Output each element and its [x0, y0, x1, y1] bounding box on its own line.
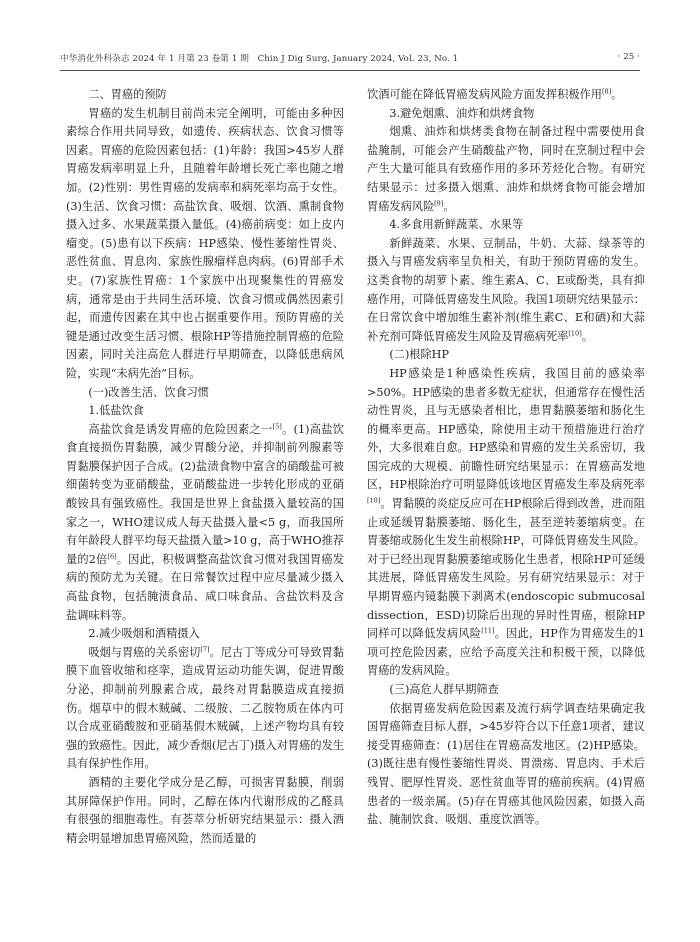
section-heading: 二、胃癌的预防	[88, 88, 167, 101]
header-rule	[60, 70, 640, 71]
paragraph: 高盐饮食是诱发胃癌的危险因素之一[5]。(1)高盐饮食直接损伤胃黏膜，减少胃酸分泌，并抑制前列腺素等胃黏膜保护因子合成。(2)盐渍食物中富含的硝酸盐可被细菌转变为亚硝酸盐，亚硝酸盐进一步转化形成的亚硝酸铵具有强致癌性。我国是世界上食盐摄入量较高的国家之一，WHO建议成人每天盐摄入量<5 g，而我国所有年龄段人群平均每天盐摄入量>10 g，高于WHO推荐量的2倍[6]。因此，积极调整高盐饮食习惯对我国胃癌发病的预防尤为关键。在日常餐饮过程中应尽量减少摄入高盐食物，包括腌渍食品、咸口味食品、含盐饮料及含盐调味料等。	[66, 421, 344, 622]
paragraph: 新鲜蔬菜、水果、豆制品，牛奶、大蒜、绿茶等的摄入与胃癌发病率呈负相关，有助于预防胃癌的发生。这类食物的胡萝卜素、维生素A、C、E或酚类，具有抑癌作用，可降低胃癌发生风险。我国1项研究结果显示：在日常饮食中增加维生素补剂(维生素C、E和硒)和大蒜补充剂可降低胃癌发生风险及胃癌病死率[10]。	[367, 236, 645, 343]
paragraph: 胃癌的发生机制目前尚未完全阐明，可能由多种因素综合作用共同导致，如遗传、疾病状态、饮食习惯等因素。胃癌的危险因素包括：(1)年龄：我国>45岁人群胃癌发病率明显上升，且随着年龄增长死亡率也随之增加。(2)性别：男性胃癌的发病率和病死率均高于女性。(3)生活、饮食习惯：高盐饮食、吸烟、饮酒、熏制食物摄入过多、水果蔬菜摄入量低。(4)癌前病变：如上皮内瘤变。(5)患有以下疾病：HP感染、慢性萎缩性胃炎、恶性贫血、胃息肉、家族性腺瘤样息肉病。(6)胃部手术史。(7)家族性胃癌：1个家族中出现聚集性的胃癌发病，通常是由于共同生活环境、饮食习惯或偶然因素引起，而遗传因素在其中也占据重要作用。预防胃癌的关键是通过改变生活习惯、根除HP等措施控制胃癌的危险因素，同时关注高危人群进行早期筛查，以降低患病风险，实现“未病先治”目标。	[66, 106, 344, 380]
subsubsection-heading: 1.低盐饮食	[88, 404, 144, 418]
citation[interactable]: [10]	[568, 328, 582, 337]
citation[interactable]: [11]	[481, 626, 495, 635]
paragraph: 烟熏、油炸和烘烤类食物在制备过程中需要使用食盐腌制，可能会产生硝酸盐产物，同时在烹制过程中会产生大量可能具有致癌作用的多环芳烃化合物。有研究结果显示：过多摄入烟熏、油炸和烘烤食物可能会增加胃癌发病风险[9]。	[367, 125, 645, 213]
paragraph-continuation: 饮酒可能在降低胃癌发病风险方面发挥积极作用[8]。	[367, 87, 623, 101]
subsubsection-heading: 4.多食用新鲜蔬菜、水果等	[389, 218, 524, 232]
paragraph: HP感染是1种感染性疾病，我国目前的感染率>50%。HP感染的患者多数无症状，但通常存在慢性活动性胃炎，且与无感染者相比，患胃黏膜萎缩和肠化生的概率更高。HP感染，除使用主动干预措施进行治疗外，大多很难自愈。HP感染和胃癌的发生关系密切，我国完成的大规模、前瞻性研究结果显示：在胃癌高发地区，HP根除治疗可明显降低该地区胃癌发生率及病死率[10]。胃黏膜的炎症反应可在HP根除后得到改善，进而阻止或延缓胃黏膜萎缩、肠化生，甚至逆转萎缩病变。在胃萎缩或肠化生发生前根除HP，可降低胃癌发生风险。对于已经出现胃黏膜萎缩或肠化生患者，根除HP可延缓其进展，降低胃癌发生风险。另有研究结果显示：对于早期胃癌内镜黏膜下剥离术(endoscopic submucosal dissection，ESD)切除后出现的异时性胃癌，根除HP同样可以降低发病风险[11]。因此，HP作为胃癌发生的1项可控危险因素，应给予高度关注和积极干预，以降低胃癌的发病风险。	[367, 366, 645, 678]
citation[interactable]: [10]	[367, 496, 381, 505]
paragraph: 酒精的主要化学成分是乙醇，可损害胃黏膜，削弱其屏障保护作用。同时，乙醇在体内代谢形成的乙醛具有很强的细胞毒性。有荟萃分析研究结果显示：摄入酒精会明显增加患胃癌风险，然而适量的	[66, 775, 344, 845]
citation[interactable]: [7]	[200, 645, 210, 654]
running-header	[60, 50, 640, 68]
citation[interactable]: [9]	[434, 198, 444, 207]
subsubsection-heading: 3.避免烟熏、油炸和烘烤食物	[389, 106, 535, 120]
right-column	[367, 86, 645, 830]
citation[interactable]: [8]	[601, 87, 612, 96]
subsection-heading: (二)根除HP	[389, 348, 449, 362]
citation[interactable]: [5]	[272, 421, 282, 430]
subsection-heading: (三)高危人群早期筛查	[389, 683, 499, 696]
journal-citation: 中华消化外科杂志 2024 年 1 月第 23 卷第 1 期 Chin J Dig Surg, January 2024, Vol. 23, No. 1	[60, 54, 459, 64]
subsection-heading: (一)改善生活、饮食习惯	[88, 385, 209, 399]
page-number: · 25 ·	[617, 52, 640, 62]
subsubsection-heading: 2.减少吸烟和酒精摄入	[88, 627, 200, 641]
paragraph: 依据胃癌发病危险因素及流行病学调查结果确定我国胃癌筛查目标人群，>45岁符合以下任意1项者，建议接受胃癌筛查：(1)居住在胃癌高发地区。(2)HP感染。(3)既往患有慢性萎缩性胃炎、胃溃疡、胃息肉、手术后残胃、肥厚性胃炎、恶性贫血等胃的癌前疾病。(4)胃癌患者的一级亲属。(5)存在胃癌其他风险因素，如摄入高盐、腌制饮食、吸烟、重度饮酒等。	[367, 701, 645, 827]
citation[interactable]: [6]	[107, 552, 117, 561]
paragraph: 吸烟与胃癌的关系密切[7]。尼古丁等成分可导致胃黏膜下血管收缩和痉挛，造成胃运动功能失调，促进胃酸分泌，抑制前列腺素合成，最终对胃黏膜造成直接损伤。烟草中的假木贼碱、二级胺、二乙胺物质在体内可以合成亚硝酸胺和亚硝基假木贼碱，上述产物均具有较强的致癌性。因此，减少香烟(尼古丁)摄入对胃癌的发生具有保护性作用。	[66, 645, 344, 771]
left-column	[66, 86, 344, 848]
